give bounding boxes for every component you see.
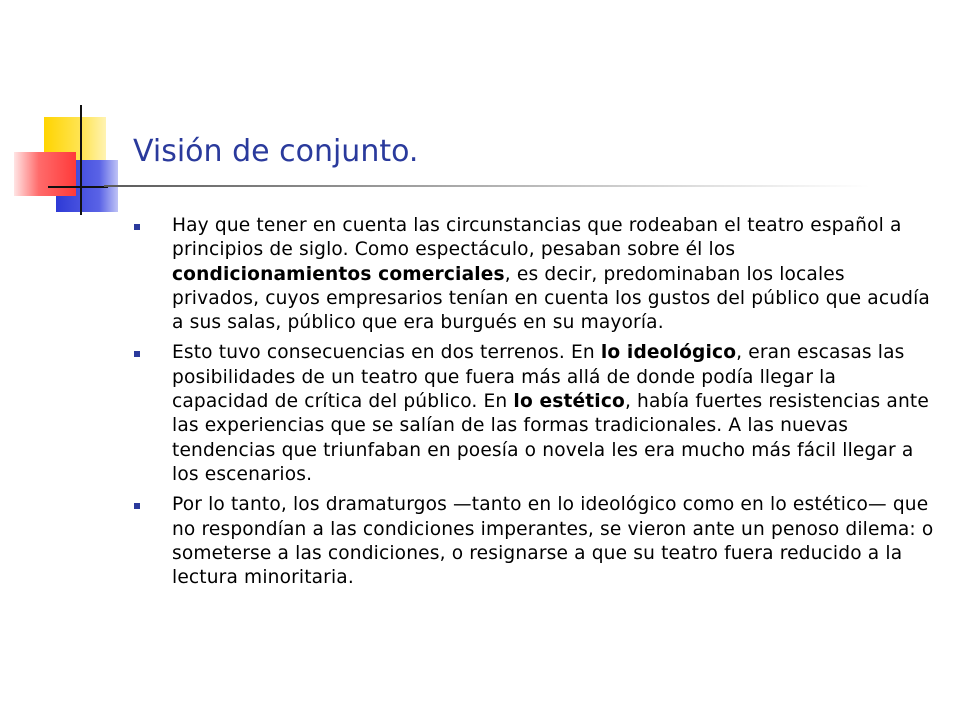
bullet-text-segment: , había fuertes resistencias ante las experiencias que se salían de las formas tradicionales. A las nuevas tendencias que triunfaban en poesía o novela les era mucho más fácil llegar a los escenarios. — [172, 391, 929, 485]
bullet-text-segment: , es decir, predominaban los locales privados, cuyos empresarios tenían en cuenta los gustos del público que acudía a sus salas, público que era burgués en su mayoría. — [172, 263, 930, 334]
decorative-horizontal-line — [48, 186, 108, 188]
bullet-text-emphasis: condicionamientos comerciales — [172, 263, 505, 285]
decorative-vertical-line — [80, 105, 82, 215]
square-bullet-icon — [134, 351, 140, 357]
square-bullet-icon — [134, 503, 140, 509]
bullet-text-emphasis: lo estético — [513, 391, 625, 413]
bullet-text-emphasis: lo ideológico — [600, 342, 737, 364]
decorative-red-bar — [14, 152, 76, 196]
title-underline-rule — [104, 185, 870, 187]
bullet-item — [134, 493, 934, 590]
bullet-item — [134, 341, 934, 487]
slide-title: Visión de conjunto. — [133, 134, 419, 169]
bullet-list — [134, 214, 934, 596]
bullet-item — [134, 214, 934, 335]
bullet-text-segment: , eran escasas las posibilidades de un teatro que fuera más allá de donde podía llegar la capacidad de crítica del público. En — [172, 342, 905, 413]
bullet-text-segment: Esto tuvo consecuencias en dos terrenos. En — [172, 342, 601, 364]
bullet-text-segment: Hay que tener en cuenta las circunstancias que rodeaban el teatro español a principios de siglo. Como espectáculo, pesaban sobre él los — [172, 215, 902, 261]
square-bullet-icon — [134, 224, 140, 230]
bullet-text-segment: Por lo tanto, los dramaturgos —tanto en lo ideológico como en lo estético— que no respondían a las condiciones imperantes, se vieron ante un penoso dilema: o someterse a las condiciones, o resignarse a que su teatro fuera reducido a la lectura minoritaria. — [172, 494, 934, 589]
